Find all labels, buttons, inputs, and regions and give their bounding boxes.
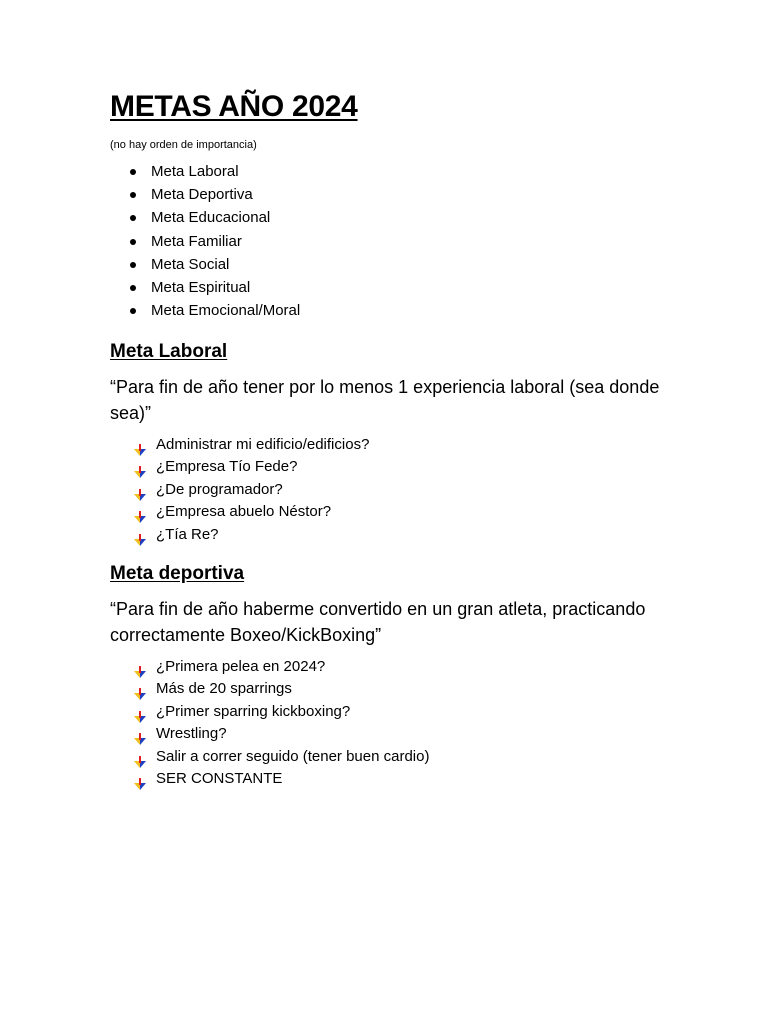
section-quote: “Para fin de año tener por lo menos 1 experiencia laboral (sea donde sea)” xyxy=(110,377,660,423)
list-item: Meta Social xyxy=(130,253,670,276)
list-item: SER CONSTANTE xyxy=(134,768,670,790)
arrow-down-icon xyxy=(134,730,146,742)
arrow-down-icon xyxy=(134,441,146,453)
list-item: Wrestling? xyxy=(134,723,670,745)
arrow-down-icon xyxy=(134,663,146,675)
list-item: ¿Primer sparring kickboxing? xyxy=(134,701,670,723)
bullet-icon xyxy=(130,285,136,291)
list-item: Meta Deportiva xyxy=(130,183,670,206)
list-item: Meta Laboral xyxy=(130,160,670,183)
section-meta-deportiva xyxy=(110,562,670,790)
bullet-icon xyxy=(130,192,136,198)
goals-list xyxy=(110,160,670,322)
bullet-icon xyxy=(130,308,136,314)
section-meta-laboral xyxy=(110,340,670,546)
bullet-icon xyxy=(130,239,136,245)
list-item: Meta Educacional xyxy=(130,206,670,229)
section-quote: “Para fin de año haberme convertido en un gran atleta, practicando correctamente Boxeo/KickBoxing” xyxy=(110,599,646,645)
list-item: ¿Empresa Tío Fede? xyxy=(134,456,670,478)
bullet-icon xyxy=(130,169,136,175)
laboral-list xyxy=(110,434,670,546)
list-item: Más de 20 sparrings xyxy=(134,678,670,700)
list-item: Meta Familiar xyxy=(130,230,670,253)
page-title: METAS AÑO 2024 xyxy=(110,90,358,123)
deportiva-list xyxy=(110,656,670,790)
list-item: Salir a correr seguido (tener buen cardio) xyxy=(134,746,670,768)
arrow-down-icon xyxy=(134,508,146,520)
list-item: ¿Primera pelea en 2024? xyxy=(134,656,670,678)
list-item: ¿Tía Re? xyxy=(134,524,670,546)
arrow-down-icon xyxy=(134,531,146,543)
list-item: Meta Emocional/Moral xyxy=(130,299,670,322)
section-heading: Meta deportiva xyxy=(110,563,245,584)
document-page xyxy=(110,88,670,788)
list-item: ¿Empresa abuelo Néstor? xyxy=(134,501,670,523)
bullet-icon xyxy=(130,262,136,268)
section-heading: Meta Laboral xyxy=(110,341,228,362)
arrow-down-icon xyxy=(134,708,146,720)
arrow-down-icon xyxy=(134,486,146,498)
arrow-down-icon xyxy=(134,463,146,475)
arrow-down-icon xyxy=(134,775,146,787)
bullet-icon xyxy=(130,215,136,221)
list-item: Meta Espiritual xyxy=(130,276,670,299)
page-subtitle: (no hay orden de importancia) xyxy=(110,139,257,151)
list-item: Administrar mi edificio/edificios? xyxy=(134,434,670,456)
list-item: ¿De programador? xyxy=(134,479,670,501)
arrow-down-icon xyxy=(134,685,146,697)
arrow-down-icon xyxy=(134,753,146,765)
